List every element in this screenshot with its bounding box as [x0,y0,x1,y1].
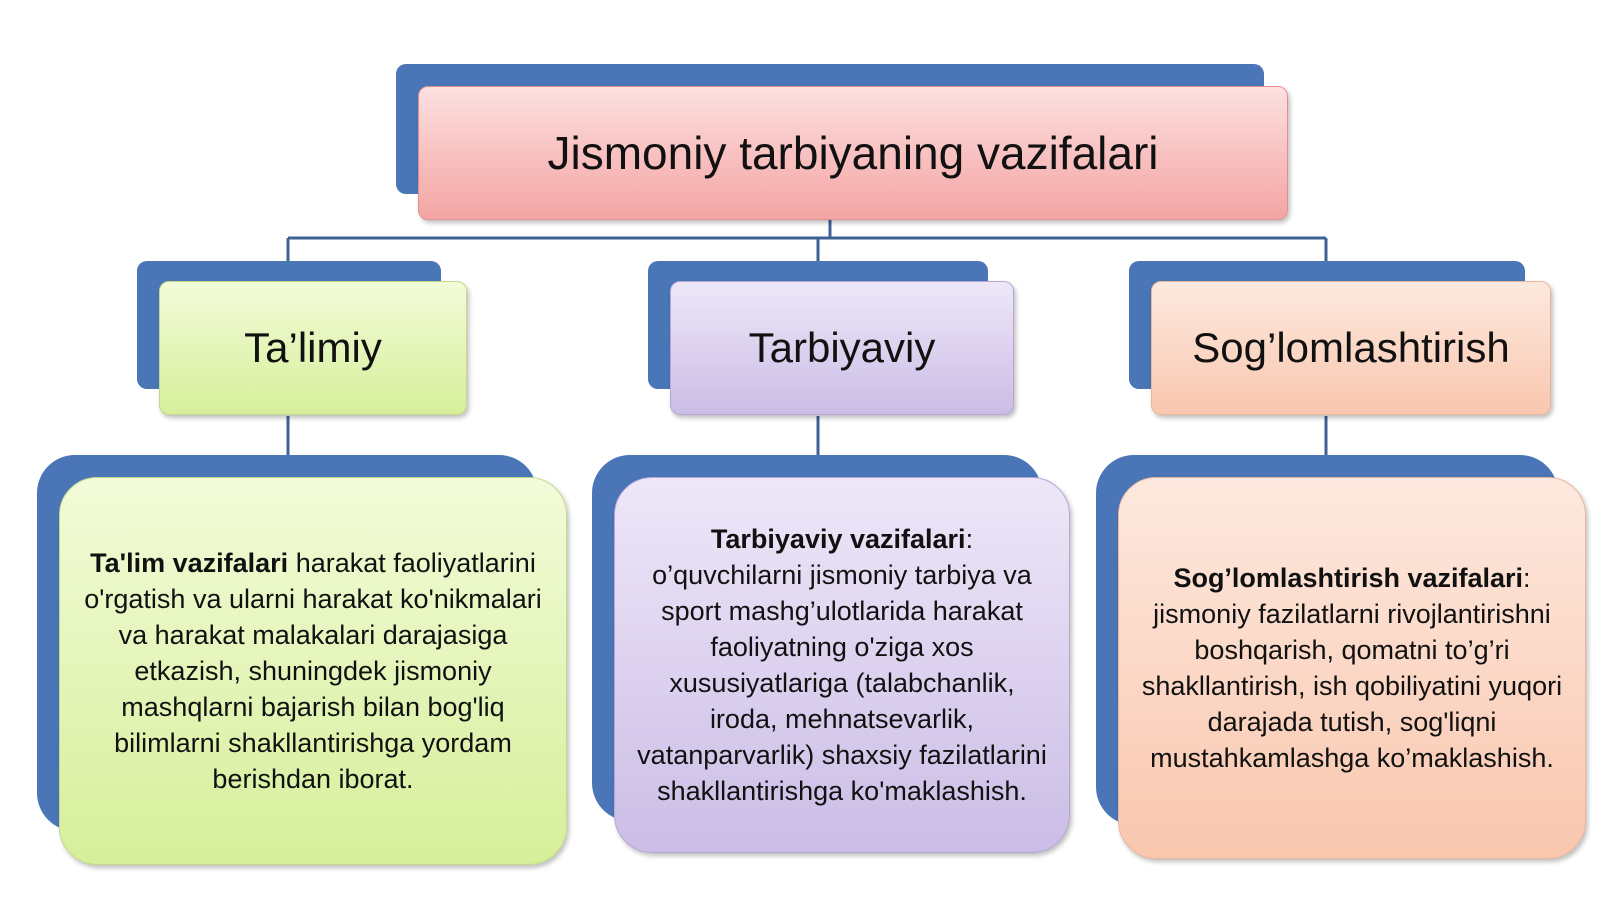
detail-text-talimiy [82,545,544,797]
detail-body-talimiy: harakat faoliyatlarini o'rgatish va ularni harakat ko'nikmalari va harakat malakalari darajasiga etkazish, shuningdek jismoniy mashqlarni bajarish bilan bog'liq bilimlarni shakllantirishga yordam berishdan iborat. [84,548,542,794]
category-label-talimiy: Ta’limiy [244,324,382,371]
detail-box-talimiy [59,477,567,865]
root-node-box [418,86,1288,220]
detail-body-tarbiyaviy: o’quvchilarni jismoniy tarbiya va sport mashg’ulotlarida harakat faoliyatning o'ziga xos xususiyatlariga (talabchanlik, iroda, mehnatsevarlik, vatanparvarlik) shaxsiy fazilatlarini shakllantirishga ko'maklashish. [637,560,1047,806]
detail-text-soglom [1141,560,1563,776]
root-title: Jismoniy tarbiyaning vazifalari [547,127,1159,179]
detail-node-soglom [1096,455,1588,861]
detail-title-talimiy: Ta'lim vazifalari [90,548,289,578]
root-node [396,64,1292,220]
detail-node-talimiy [37,455,569,867]
category-box-talimiy [159,281,467,415]
category-node-soglom [1129,261,1553,417]
detail-body-soglom: jismoniy fazilatlarni rivojlantirishni boshqarish, qomatni to’g’ri shakllantirish, ish qobiliyatini yuqori darajada tutish, sog'liqni mustahkamlashga ko’maklashish. [1141,599,1563,773]
detail-title-tarbiyaviy: Tarbiyaviy vazifalari [710,524,966,554]
category-box-soglom [1151,281,1551,415]
detail-node-tarbiyaviy [592,455,1072,855]
detail-separator: : [1523,563,1531,593]
detail-separator [288,548,296,578]
category-box-tarbiyaviy [670,281,1014,415]
category-node-tarbiyaviy [648,261,1016,417]
category-label-soglom: Sog’lomlashtirish [1192,324,1510,371]
detail-separator: : [965,524,974,554]
detail-box-soglom [1118,477,1586,859]
detail-text-tarbiyaviy [637,521,1047,809]
detail-box-tarbiyaviy [614,477,1070,853]
category-node-talimiy [137,261,469,417]
category-label-tarbiyaviy: Tarbiyaviy [748,324,936,371]
detail-title-soglom: Sog’lomlashtirish vazifalari [1173,563,1524,593]
